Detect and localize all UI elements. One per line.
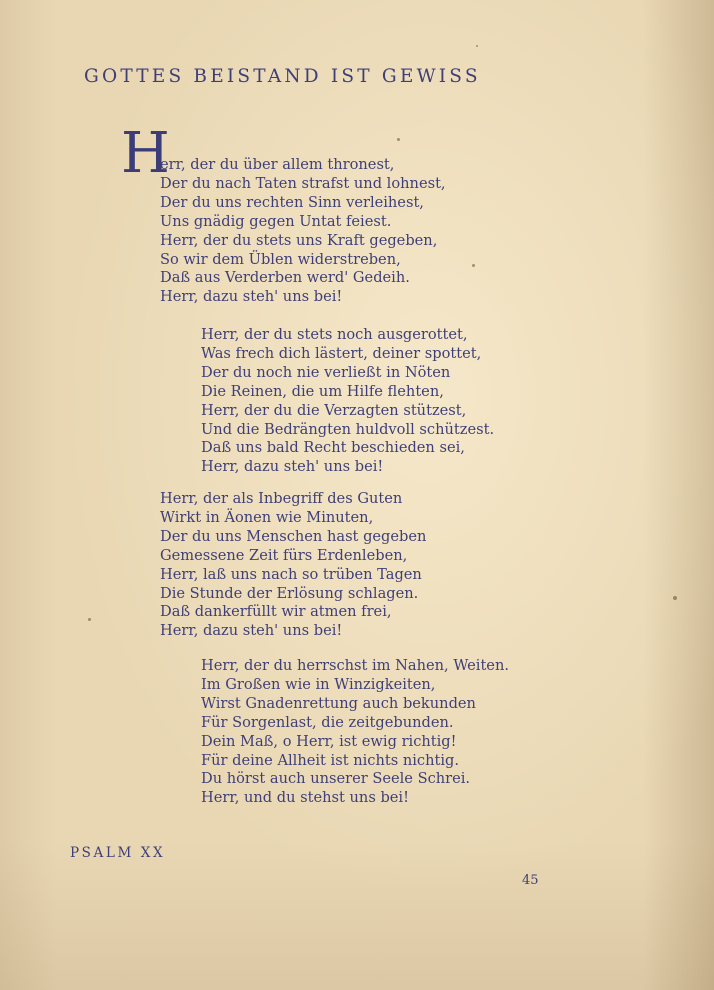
paper-speck [476, 45, 478, 47]
verse-line: Und die Bedrängten huldvoll schützest. [201, 420, 495, 438]
verse-line: Daß dankerfüllt wir atmen frei, [160, 603, 392, 621]
paper-speck [88, 618, 91, 621]
verse-line: Die Reinen, die um Hilfe flehten, [201, 382, 444, 400]
verse-line: Wirkt in Äonen wie Minuten, [160, 508, 374, 526]
verse-line: Daß aus Verderben werd' Gedeih. [160, 269, 410, 287]
verse-line: Herr, der du die Verzagten stützest, [201, 401, 467, 419]
drop-cap: H [121, 121, 170, 186]
verse-line: Du hörst auch unserer Seele Schrei. [201, 770, 471, 788]
verse-line: Dein Maß, o Herr, ist ewig richtig! [201, 732, 457, 750]
verse-line: Der du nach Taten strafst und lohnest, [160, 174, 446, 192]
verse-line: Was frech dich lästert, deiner spottet, [201, 344, 482, 362]
verse-line: Daß uns bald Recht beschieden sei, [201, 439, 465, 457]
paper-speck [673, 596, 677, 600]
paper-speck [472, 264, 475, 267]
verse-line: Der du uns rechten Sinn verleihest, [160, 193, 424, 211]
verse-line: Herr, der du herrschst im Nahen, Weiten. [201, 657, 509, 674]
verse-line: Für Sorgenlast, die zeitgebunden. [201, 713, 454, 731]
psalm-reference: PSALM XX [70, 845, 166, 861]
stanza-2 [201, 326, 494, 477]
stanza-3 [160, 490, 426, 641]
verse-line: Herr, der du stets uns Kraft gegeben, [160, 231, 438, 249]
verse-line: Für deine Allheit ist nichts nichtig. [201, 751, 459, 769]
verse-line: Herr, laß uns nach so trüben Tagen [160, 565, 422, 583]
verse-line: Herr, dazu steh' uns bei! [160, 622, 343, 640]
stanza-1 [160, 156, 446, 307]
verse-line: Der du uns Menschen hast gegeben [160, 527, 427, 545]
page-number: 45 [522, 873, 539, 888]
page-title: GOTTES BEISTAND IST GEWISS [84, 66, 481, 87]
verse-line: Herr, der du stets noch ausgerottet, [201, 326, 468, 343]
verse-line: Die Stunde der Erlösung schlagen. [160, 584, 419, 602]
verse-line: Herr, der als Inbegriff des Guten [160, 490, 403, 507]
stanza-4 [201, 657, 509, 808]
verse-line: Uns gnädig gegen Untat feiest. [160, 212, 392, 230]
verse-line: Gemessene Zeit fürs Erdenleben, [160, 546, 408, 564]
verse-line: Herr, und du stehst uns bei! [201, 789, 409, 807]
verse-line: Der du noch nie verließt in Nöten [201, 363, 451, 381]
verse-line: Im Großen wie in Winzigkeiten, [201, 675, 436, 693]
verse-line: err, der du über allem thronest, [160, 156, 395, 173]
paper-speck [397, 138, 400, 141]
verse-line: Wirst Gnadenrettung auch bekunden [201, 694, 476, 712]
verse-line: Herr, dazu steh' uns bei! [160, 288, 343, 306]
verse-line: So wir dem Üblen widerstreben, [160, 250, 401, 268]
verse-line: Herr, dazu steh' uns bei! [201, 458, 384, 476]
